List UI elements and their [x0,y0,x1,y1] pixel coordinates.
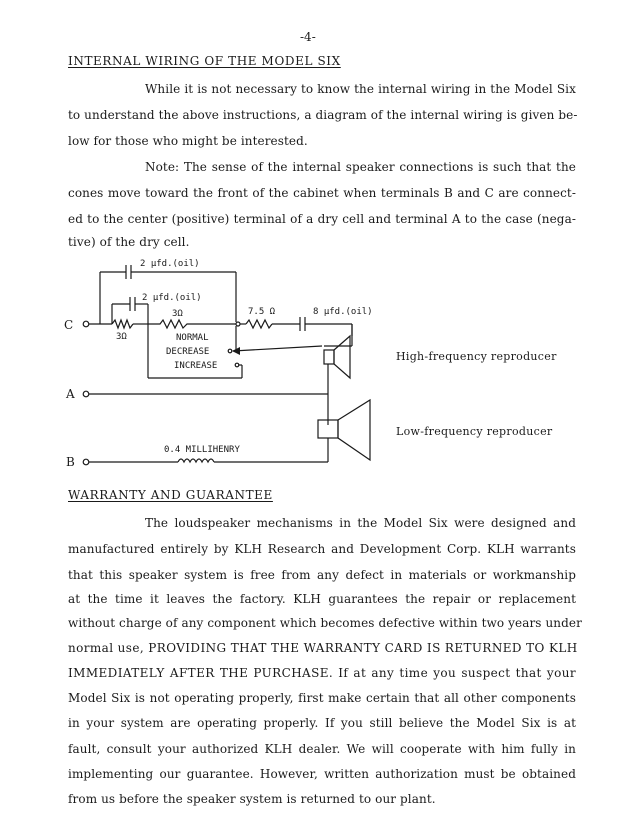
svg-text:2 μfd.(oil): 2 μfd.(oil) [142,293,202,303]
switch-normal-contact [236,322,240,326]
inductor-label: 0.4 MILLIHENRY [164,445,240,455]
warranty-line: manufactured entirely by KLH Research and Development Corp. KLH warrants [68,542,576,556]
wiring-para2-line: cones move toward the front of the cabinet when terminals B and C are connect- [68,186,576,200]
warranty-line: that this speaker system is free from any defect in materials or workmanship [68,568,576,582]
wiring-para2-line: tive) of the dry cell. [68,235,190,249]
warranty-line: normal use, PROVIDING THAT THE WARRANTY CARD IS RETURNED TO KLH [68,641,578,655]
hf-label: High-frequency reproducer [396,350,557,363]
wiring-para1-line: to understand the above instructions, a diagram of the internal wiring is given be- [68,108,578,122]
warranty-line: fault, consult your authorized KLH dealer. We will cooperate with him fully in [68,742,576,756]
capacitor-2ufd-top [126,259,200,279]
capacitor-2ufd-second [130,293,202,311]
warranty-heading: WARRANTY AND GUARANTEE [68,488,273,502]
warranty-line: from us before the speaker system is returned to our plant. [68,792,436,806]
terminal-b [66,455,89,469]
low-frequency-reproducer [318,400,553,460]
capacitor-8ufd [300,307,373,331]
switch-normal-label: NORMAL [176,333,209,343]
high-frequency-reproducer [324,324,557,378]
switch-positions [166,326,322,371]
warranty-line: without charge of any component which becomes defective within two years under [68,616,582,630]
switch-decrease-label: DECREASE [166,347,210,357]
svg-text:3Ω: 3Ω [116,332,127,342]
terminal-c-label: C [64,318,74,332]
svg-text:B: B [66,455,75,469]
warranty-line: Model Six is not operating properly, first make certain that all other components [68,691,576,705]
warranty-line: IMMEDIATELY AFTER THE PURCHASE. If at any time you suspect that your [68,666,576,680]
wiring-para2-line: ed to the center (positive) terminal of a dry cell and terminal A to the case (nega- [68,212,576,226]
page-number: -4- [300,30,316,44]
wiring-para2-line: Note: The sense of the internal speaker connections is such that the [145,160,576,174]
resistor-3ohm-left [112,320,133,342]
warranty-line: in your system are operating properly. If you still believe the Model Six is at [68,716,576,730]
resistor-7-5ohm [246,307,276,328]
wiring-para1-line: low for those who might be interested. [68,134,308,148]
switch-increase-label: INCREASE [174,361,218,371]
svg-text:2 μfd.(oil): 2 μfd.(oil) [140,259,200,269]
inductor [164,445,240,462]
svg-text:7.5 Ω: 7.5 Ω [248,307,276,317]
svg-text:A: A [66,387,75,401]
lf-label: Low-frequency reproducer [396,425,553,438]
resistor-3ohm-middle [148,309,200,328]
terminal-a [65,387,89,401]
svg-text:8 μfd.(oil): 8 μfd.(oil) [313,307,373,317]
wiring-diagram [60,250,580,480]
warranty-line: at the time it leaves the factory. KLH guarantees the repair or replacement [68,592,576,606]
svg-text:3Ω: 3Ω [172,309,183,319]
wiring-heading: INTERNAL WIRING OF THE MODEL SIX [68,54,341,68]
wiring-para1-line: While it is not necessary to know the internal wiring in the Model Six [145,82,576,96]
warranty-line: The loudspeaker mechanisms in the Model Six were designed and [145,516,576,530]
terminal-c [64,318,89,332]
warranty-line: implementing our guarantee. However, written authorization must be obtained [68,767,576,781]
